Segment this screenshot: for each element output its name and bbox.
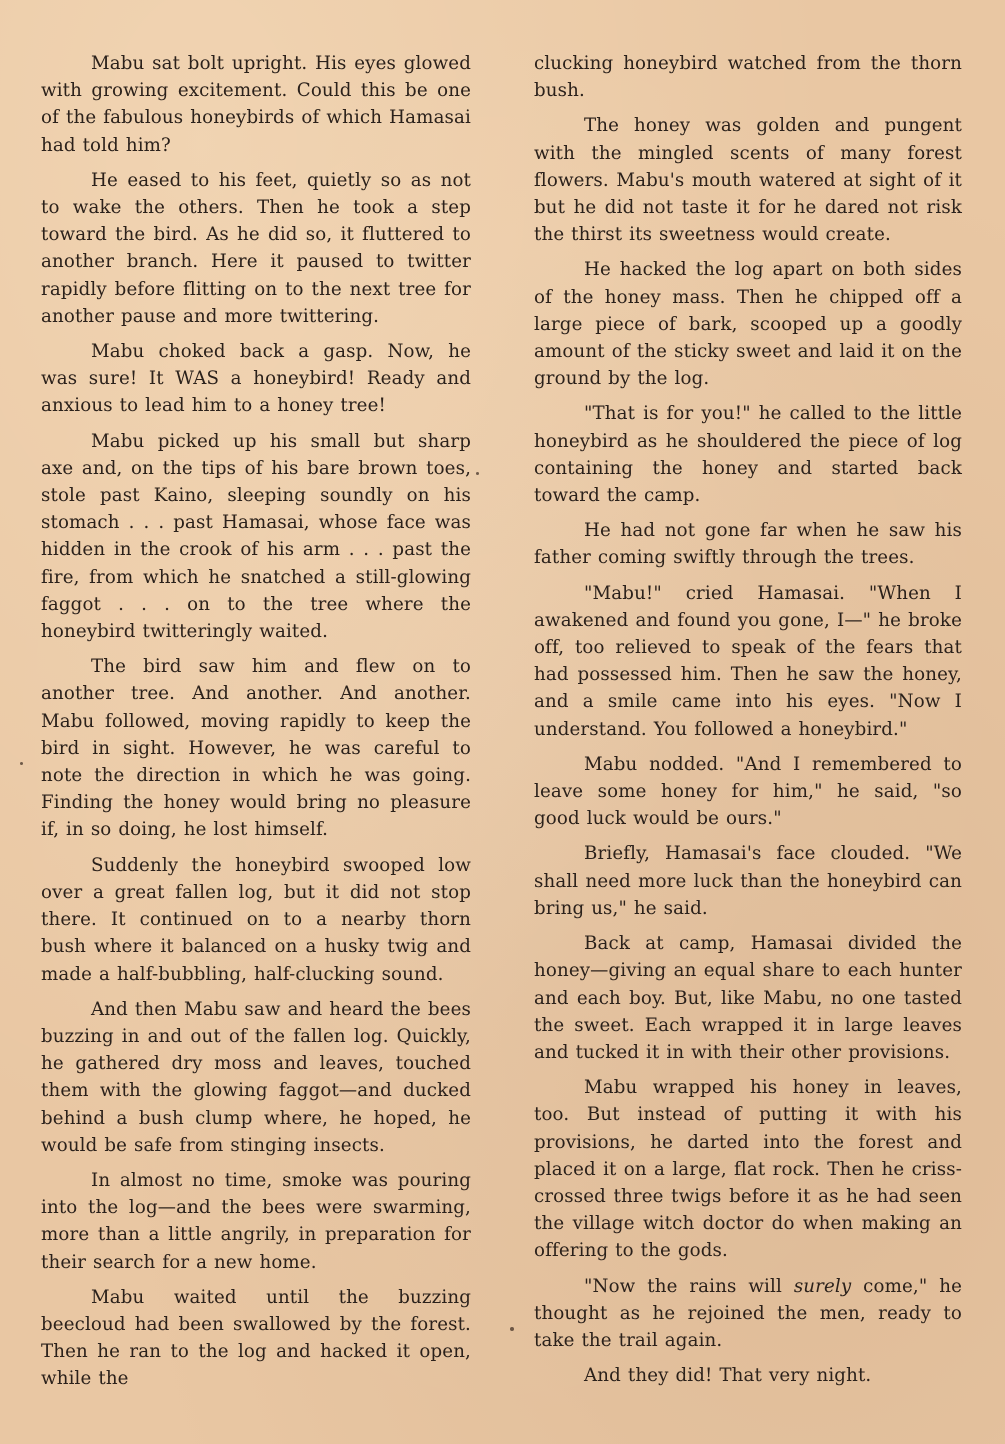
- paragraph: "Mabu!" cried Hamasai. "When I awakened and found you gone, I—" he broke off, too relieved to speak of the fears that had possessed him. Then he saw the honey, and a smile came into his eyes. "Now I understand. You followed a honeybird.": [534, 582, 962, 740]
- paragraph: Briefly, Hamasai's face clouded. "We shall need more luck than the honeybird can bring us," he said.: [534, 843, 962, 919]
- paragraph: Mabu nodded. "And I remembered to leave some honey for him," he said, "so good luck would be ours.": [534, 753, 962, 830]
- paragraph: The honey was golden and pungent with the mingled scents of many forest flowers. Mabu's mouth watered at sight of it but he did not taste it for he dared not risk the thirst its sweetness would create.: [534, 115, 962, 246]
- paragraph: Mabu choked back a gasp. Now, he was sure! It WAS a honeybird! Ready and anxious to lead him to a honey tree!: [41, 341, 471, 417]
- paragraph-text: come," he thought as he rejoined the men, ready to take the trail again.: [534, 1275, 962, 1351]
- paragraph: Mabu picked up his small but sharp axe and, on the tips of his bare brown toes, stole past Kaino, sleeping soundly on his stomach . . . past Hamasai, whose face was hidden in the crook of his arm . . . past the fire, from which he snatched a still-glowing faggot . . . on to the tree where the honeybird twitteringly waited.: [41, 430, 471, 643]
- paragraph: "That is for you!" he called to the little honeybird as he shouldered the piece of log containing the honey and started back toward the camp.: [534, 403, 962, 507]
- emphasis-text: surely: [793, 1275, 852, 1297]
- print-speck-icon: [476, 472, 479, 475]
- paragraph: Mabu waited until the buzzing beecloud had been swallowed by the forest. Then he ran to the log and hacked it open, while the: [41, 1286, 471, 1390]
- print-speck-icon: [510, 1327, 514, 1331]
- paragraph-text: "Now the rains will: [584, 1275, 794, 1297]
- paragraph: [534, 1273, 962, 1355]
- paragraph: And they did! That very night.: [584, 1365, 872, 1387]
- print-speck-icon: [20, 762, 23, 765]
- paragraph: Back at camp, Hamasai divided the honey—giving an equal share to each hunter and each boy. But, like Mabu, no one tasted the sweet. Each wrapped it in large leaves and tucked it in with their other provisions.: [534, 933, 962, 1063]
- paragraph: The bird saw him and flew on to another tree. And another. And another. Mabu followed, moving rapidly to keep the bird in sight. However, he was careful to note the direction in which he was going. Finding the honey would bring no pleasure if, in so doing, he lost himself.: [41, 656, 471, 841]
- right-column: [534, 50, 962, 1397]
- paragraph: He eased to his feet, quietly so as not to wake the others. Then he took a step toward the bird. As he did so, it fluttered to another branch. Here it paused to twitter rapidly before flitting on to the next tree for another pause and more twittering.: [41, 169, 471, 327]
- paragraph: And then Mabu saw and heard the bees buzzing in and out of the fallen log. Quickly, he gathered dry moss and leaves, touched them with the glowing faggot—and ducked behind a bush clump where, he hoped, he would be safe from stinging insects.: [41, 998, 471, 1156]
- left-column: [41, 50, 471, 1401]
- paragraph: Suddenly the honeybird swooped low over a great fallen log, but it did not stop there. It continued on to a nearby thorn bush where it balanced on a husky twig and made a half-bubbling, half-clucking sound.: [41, 854, 471, 985]
- paragraph: He hacked the log apart on both sides of the honey mass. Then he chipped off a large piece of bark, scooped up a goodly amount of the sticky sweet and laid it on the ground by the log.: [534, 259, 962, 390]
- paragraph: clucking honeybird watched from the thorn bush.: [534, 53, 962, 102]
- paragraph: In almost no time, smoke was pouring into the log—and the bees were swarming, more than a little angrily, in preparation for their search for a new home.: [41, 1169, 471, 1273]
- paragraph: Mabu sat bolt upright. His eyes glowed with growing excitement. Could this be one of the fabulous honeybirds of which Hamasai had told him?: [41, 53, 471, 156]
- paragraph: Mabu wrapped his honey in leaves, too. But instead of putting it with his provisions, he darted into the forest and placed it on a large, flat rock. Then he criss-crossed three twigs before it as he had seen the village witch doctor do when making an offering to the gods.: [534, 1077, 962, 1262]
- paragraph: He had not gone far when he saw his father coming swiftly through the trees.: [534, 520, 962, 569]
